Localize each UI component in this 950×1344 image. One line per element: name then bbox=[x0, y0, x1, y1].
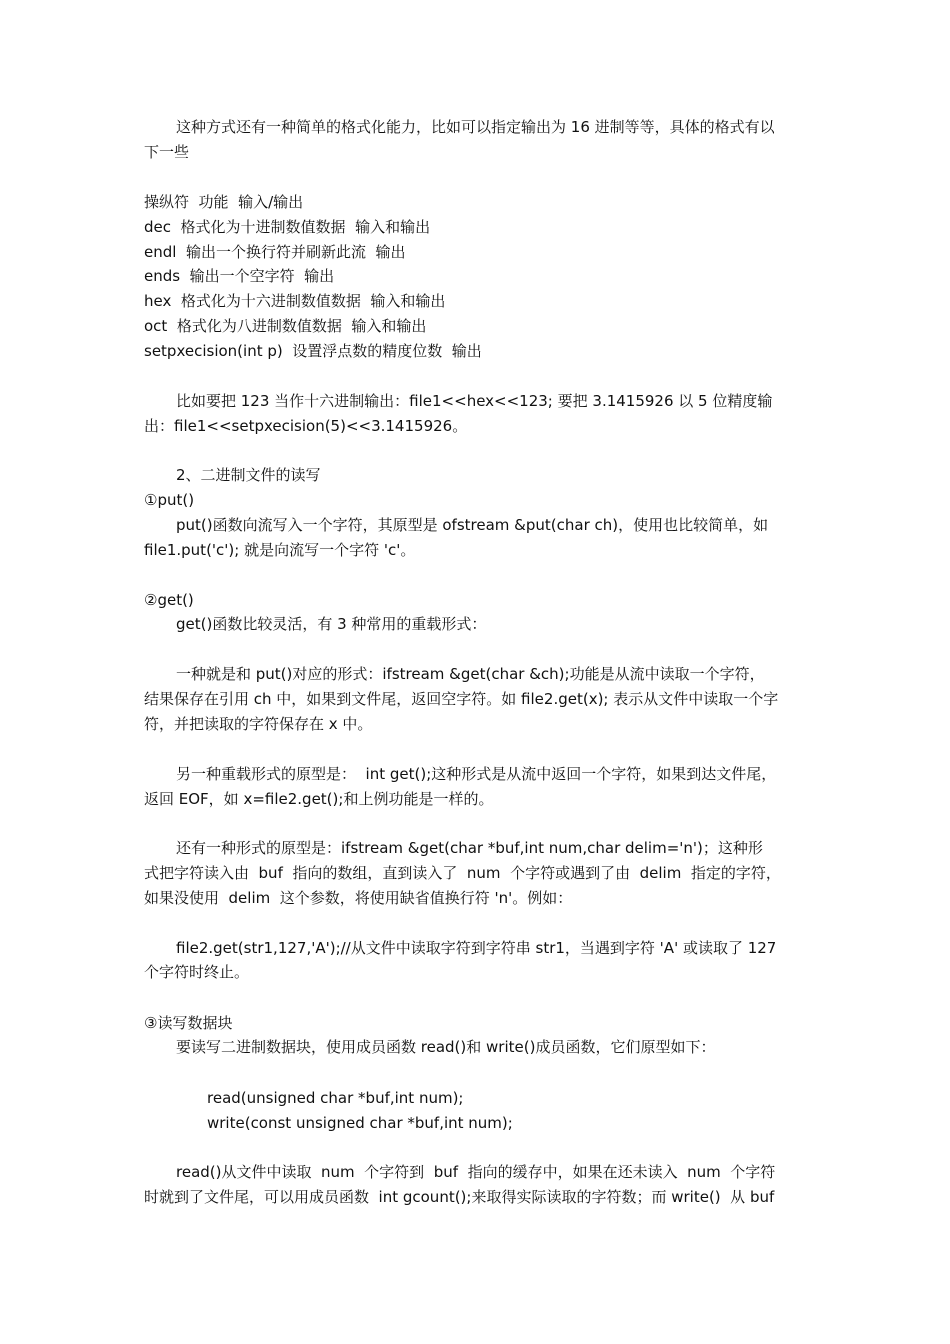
paragraph-line: 比如要把 123 当作十六进制输出：file1<<hex<<123; 要把 3.1415926 以 5 位精度输 bbox=[176, 392, 773, 410]
subsection-heading: ②get() bbox=[144, 591, 194, 609]
paragraph-line: put()函数向流写入一个字符，其原型是 ofstream &put(char ch)，使用也比较简单，如 bbox=[176, 516, 769, 534]
paragraph-line: 个字符时终止。 bbox=[144, 963, 250, 981]
manipulator-line: hex 格式化为十六进制数值数据 输入和输出 bbox=[144, 292, 446, 310]
paragraph-line: file2.get(str1,127,'A');//从文件中读取字符到字符串 str1，当遇到字符 'A' 或读取了 127 bbox=[176, 939, 777, 957]
paragraph-line: 式把字符读入由 buf 指向的数组，直到读入了 num 个字符或遇到了由 delim 指定的字符， bbox=[144, 864, 781, 882]
subsection-heading: ①put() bbox=[144, 491, 195, 509]
code-line: read(unsigned char *buf,int num); bbox=[207, 1089, 464, 1107]
paragraph-line: 返回 EOF，如 x=file2.get();和上例功能是一样的。 bbox=[144, 790, 494, 808]
section-heading: 2、二进制文件的读写 bbox=[176, 466, 321, 484]
paragraph-line: 结果保存在引用 ch 中，如果到文件尾，返回空字符。如 file2.get(x); 表示从文件中读取一个字 bbox=[144, 690, 779, 708]
paragraph-line: 如果没使用 delim 这个参数，将使用缺省值换行符 'n'。例如： bbox=[144, 889, 573, 907]
paragraph-line: 还有一种形式的原型是：ifstream &get(char *buf,int num,char delim='n')；这种形 bbox=[176, 839, 763, 857]
paragraph-line: 出：file1<<setpxecision(5)<<3.1415926。 bbox=[144, 417, 468, 435]
paragraph-line: 下一些 bbox=[144, 143, 190, 161]
manipulator-line: dec 格式化为十进制数值数据 输入和输出 bbox=[144, 218, 431, 236]
paragraph-line: read()从文件中读取 num 个字符到 buf 指向的缓存中，如果在还未读入 num 个字符 bbox=[176, 1163, 776, 1181]
code-line: write(const unsigned char *buf,int num); bbox=[207, 1114, 513, 1132]
paragraph-line: 一种就是和 put()对应的形式：ifstream &get(char &ch);功能是从流中读取一个字符， bbox=[176, 665, 765, 683]
paragraph-line: 符，并把读取的字符保存在 x 中。 bbox=[144, 715, 373, 733]
paragraph-line: file1.put('c'); 就是向流写一个字符 'c'。 bbox=[144, 541, 416, 559]
paragraph-line: 要读写二进制数据块，使用成员函数 read()和 write()成员函数，它们原型如下： bbox=[176, 1038, 716, 1056]
table-header-line: 操纵符 功能 输入/输出 bbox=[144, 193, 304, 211]
subsection-heading: ③读写数据块 bbox=[144, 1014, 233, 1032]
paragraph-line: 这种方式还有一种简单的格式化能力，比如可以指定输出为 16 进制等等，具体的格式有以 bbox=[176, 118, 775, 136]
paragraph-line: 另一种重载形式的原型是： int get();这种形式是从流中返回一个字符，如果到达文件尾， bbox=[176, 765, 777, 783]
manipulator-line: ends 输出一个空字符 输出 bbox=[144, 267, 335, 285]
paragraph-line: get()函数比较灵活，有 3 种常用的重载形式： bbox=[176, 615, 487, 633]
paragraph-line: 时就到了文件尾，可以用成员函数 int gcount();来取得实际读取的字符数；而 write() 从 buf bbox=[144, 1188, 775, 1206]
manipulator-line: oct 格式化为八进制数值数据 输入和输出 bbox=[144, 317, 427, 335]
manipulator-line: endl 输出一个换行符并刷新此流 输出 bbox=[144, 243, 406, 261]
manipulator-line: setpxecision(int p) 设置浮点数的精度位数 输出 bbox=[144, 342, 482, 360]
